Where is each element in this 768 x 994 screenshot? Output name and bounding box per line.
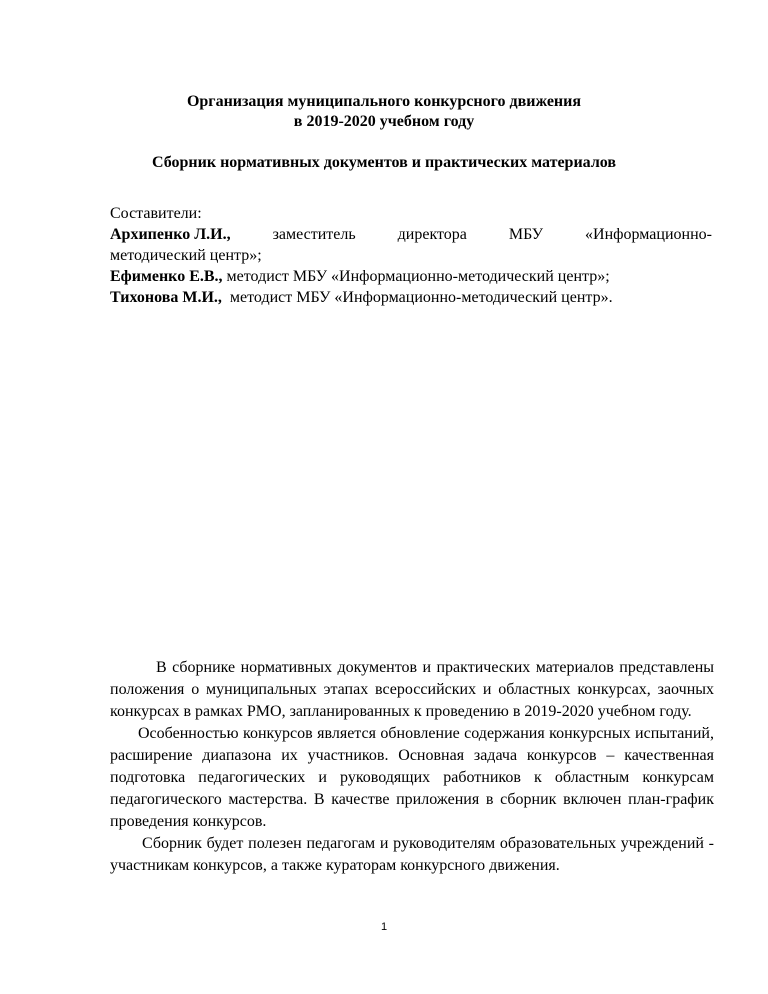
author-2-line: [110, 266, 712, 287]
abstract-block: [110, 657, 714, 877]
document-subtitle: Сборник нормативных документов и практических материалов: [151, 154, 617, 171]
page-number: 1: [380, 921, 388, 933]
author-1-line: [110, 224, 712, 245]
abstract-paragraph-3: Сборник будет полезен педагогам и руководителям образовательных учреждений - участникам конкурсов, а также кураторам конкурсного движения.: [110, 835, 714, 874]
document-title-line-1: Организация муниципального конкурсного движения: [186, 93, 582, 110]
abstract-paragraph-1: В сборнике нормативных документов и практических материалов представлены положения о муниципальных этапах всероссийских и областных конкурсах, заочных конкурсах в рамках РМО, запланированных к проведению в 2019-2020 учебном году.: [110, 659, 714, 720]
document-title-line-2: в 2019-2020 учебном году: [293, 113, 475, 130]
author-1-name: Архипенко Л.И.,: [110, 226, 231, 243]
author-2-name: Ефименко Е.В.,: [110, 268, 223, 285]
author-1-word-3: МБУ: [508, 226, 544, 243]
abstract-paragraph-2: Особенностью конкурсов является обновление содержания конкурсных испытаний, расширение диапазона их участников. Основная задача конкурсов – качественная подготовка педагогических и руководящих работников к областным конкурсам педагогического мастерства. В качестве приложения в сборник включен план-график проведения конкурсов.: [110, 725, 714, 830]
author-3-role: методист МБУ «Информационно-методический центр».: [221, 289, 613, 306]
authors-heading: Составители:: [110, 205, 202, 222]
author-1-word-2: директора: [397, 226, 467, 243]
author-2-role: методист МБУ «Информационно-методический центр»;: [222, 268, 610, 285]
author-3-line: [110, 287, 712, 308]
author-1-word-1: заместитель: [272, 226, 356, 243]
author-1-continuation: методический центр»;: [110, 247, 262, 264]
author-1-word-4: «Информационно-: [585, 226, 712, 243]
author-3-name: Тихонова М.И.,: [110, 289, 222, 306]
authors-block: [110, 203, 712, 308]
